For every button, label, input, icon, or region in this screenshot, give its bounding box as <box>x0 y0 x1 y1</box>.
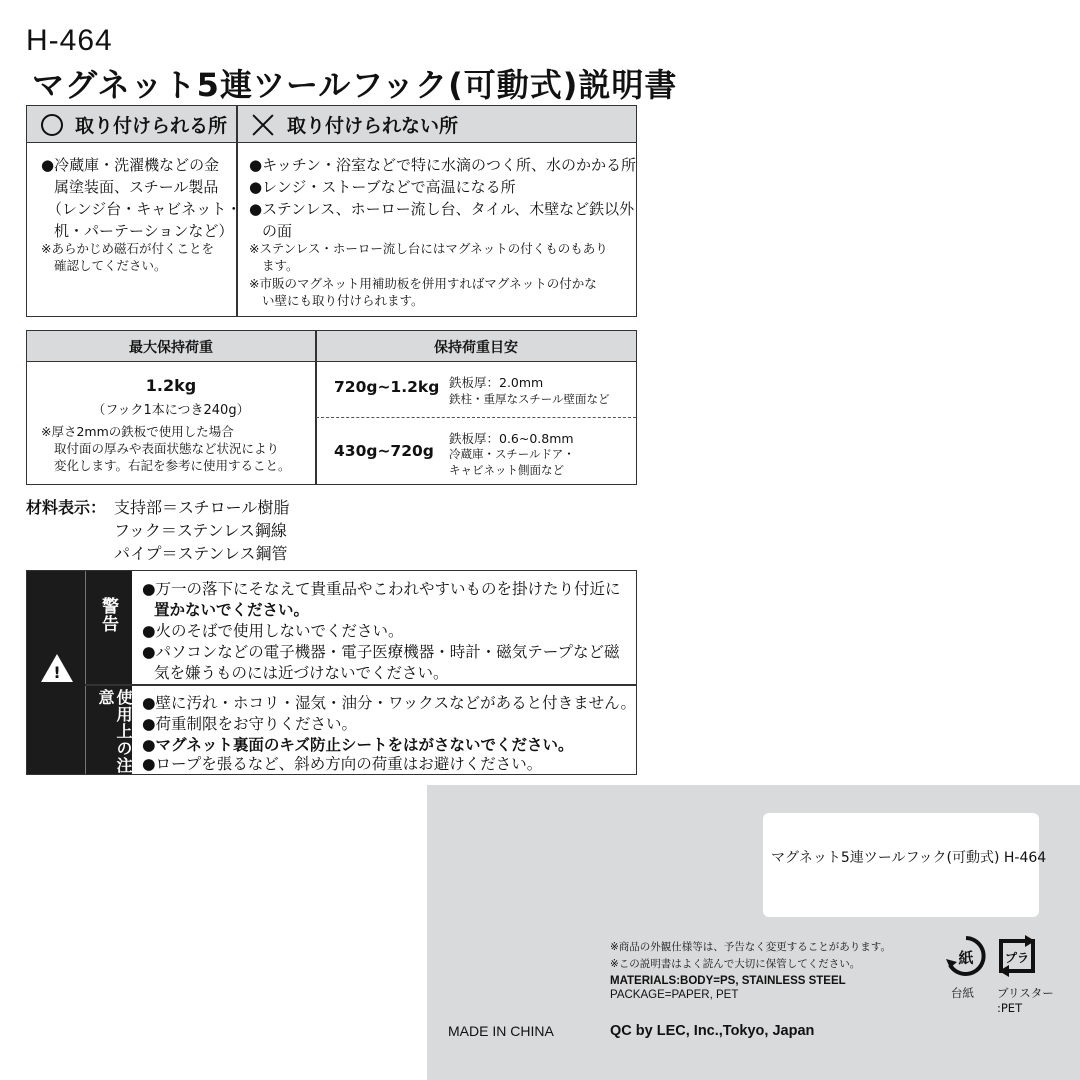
max-load-note: ※厚さ2mmの鉄板で使用した場合 <box>41 424 234 439</box>
ng-line: の面 <box>262 222 293 240</box>
ok-line: 机・パーテーションなど） <box>54 222 234 240</box>
ok-line: （レンジ台・キャビネット・ <box>47 200 242 218</box>
circle-ok-icon <box>41 114 63 136</box>
mount-table <box>26 105 637 317</box>
warning-box <box>26 570 637 775</box>
exclamation-mark: ! <box>53 663 61 682</box>
product-label <box>763 813 1047 917</box>
load-range: 430g~720g <box>334 442 434 460</box>
warning-line-text: ●万一の落下にそなえて貴重品やこわれやすいものを掛けたり付近に <box>142 580 621 598</box>
product-label-text: マグネット5連ツールフック(可動式) H-464 <box>771 850 1047 866</box>
company-name: QC by LEC, Inc.,Tokyo, Japan <box>610 1023 815 1039</box>
paper-recycle-mark: 紙 <box>958 949 974 967</box>
ok-heading-text: 取り付けられる所 <box>75 115 228 137</box>
ok-line: 属塗装面、スチール製品 <box>54 178 219 196</box>
warning-line: 気を嫌うものには近づけないでください。 <box>154 664 449 682</box>
footer-panel <box>427 785 1080 1080</box>
load-detail: 鉄板厚：2.0mm <box>449 375 544 390</box>
caution-line: ●マグネット裏面のキズ防止シートをはがさないでください。 <box>142 736 574 754</box>
ng-note: い壁にも取り付けられます。 <box>262 293 424 308</box>
plastic-recycle-sub: :PET <box>997 1001 1023 1015</box>
ok-note: ※あらかじめ磁石が付くことを <box>41 241 214 256</box>
load-detail: 冷蔵庫・スチールドア・ <box>449 447 575 461</box>
ng-heading <box>251 106 458 143</box>
ng-note: ※市販のマグネット用補助板を併用すればマグネットの付かな <box>249 276 597 291</box>
cross-ng-icon <box>251 113 275 137</box>
ng-heading-text: 取り付けられない所 <box>287 115 459 137</box>
warning-line: ●パソコンなどの電子機器・電子医療機器・時計・磁気テープなど磁 <box>142 643 620 661</box>
warning-line: ●火のそばで使用しないでください。 <box>142 622 404 640</box>
max-load-note: 変化します。右記を参考に使用すること。 <box>54 458 291 473</box>
plastic-recycle-mark: プラ <box>1004 951 1030 965</box>
caution-line: ●ロープを張るなど、斜め方向の荷重はお避けください。 <box>142 755 543 773</box>
ng-line: ●キッチン・浴室などで特に水滴のつく所、水のかかる所 <box>249 156 637 174</box>
max-load-heading: 最大保持荷重 <box>129 339 213 356</box>
load-row-separator <box>316 417 636 418</box>
materials-line: パイプ＝ステンレス鋼管 <box>114 544 288 563</box>
ng-line: ●レンジ・ストーブなどで高温になる所 <box>249 178 516 196</box>
max-load-sub: （フック1本につき240g） <box>92 403 250 418</box>
max-load-note: 取付面の厚みや表面状態など状況により <box>54 441 280 456</box>
load-guide-heading: 保持荷重目安 <box>434 339 518 356</box>
footer-note: ※商品の外観仕様等は、予告なく変更することがあります。 <box>610 941 891 953</box>
paper-recycle-icon <box>944 935 988 977</box>
ng-note: ※ステンレス・ホーロー流し台にはマグネットの付くものもあり <box>249 241 608 256</box>
plastic-recycle-icon <box>995 935 1039 977</box>
materials-label: 材料表示： <box>26 498 107 517</box>
load-table <box>26 330 637 485</box>
made-in: MADE IN CHINA <box>448 1023 554 1039</box>
materials-line: フック＝ステンレス鋼線 <box>114 521 287 540</box>
materials-line: 支持部＝スチロール樹脂 <box>114 498 290 517</box>
warning-side-separator <box>85 571 86 774</box>
document-title: マグネット5連ツールフック(可動式)説明書 <box>32 66 678 104</box>
materials-en: MATERIALS:BODY=PS, STAINLESS STEEL <box>610 975 846 987</box>
caution-label: 使用上の注意 <box>96 689 133 774</box>
ok-note: 確認してください。 <box>54 258 167 273</box>
ng-line: ●ステンレス、ホーロー流し台、タイル、木壁など鉄以外 <box>249 200 635 218</box>
caution-line: ●壁に汚れ・ホコリ・湿気・油分・ワックスなどがあると付きません。 <box>142 694 637 712</box>
ng-note: ます。 <box>262 258 299 273</box>
warning-line <box>142 577 621 599</box>
paper-recycle-label: 台紙 <box>951 986 974 1000</box>
ok-line: ●冷蔵庫・洗濯機などの金 <box>41 156 220 174</box>
load-detail: 鉄柱・重厚なスチール壁面など <box>449 392 610 406</box>
load-range: 720g~1.2kg <box>334 378 440 396</box>
load-detail: 鉄板厚：0.6~0.8mm <box>449 431 574 446</box>
max-load-value: 1.2kg <box>145 376 197 395</box>
warning-label: 警告 <box>98 597 118 633</box>
model-number: H-464 <box>26 24 113 57</box>
plastic-recycle-label: ブリスター <box>997 986 1054 1000</box>
warning-line: 置かないでください。 <box>154 601 310 619</box>
load-detail: キャビネット側面など <box>449 463 564 477</box>
caution-line: ●荷重制限をお守りください。 <box>142 715 358 733</box>
materials-en: PACKAGE=PAPER, PET <box>610 989 739 1001</box>
footer-note: ※この説明書はよく読んで大切に保管してください。 <box>610 958 861 970</box>
warning-section-separator <box>85 684 636 686</box>
ok-heading <box>41 106 227 143</box>
